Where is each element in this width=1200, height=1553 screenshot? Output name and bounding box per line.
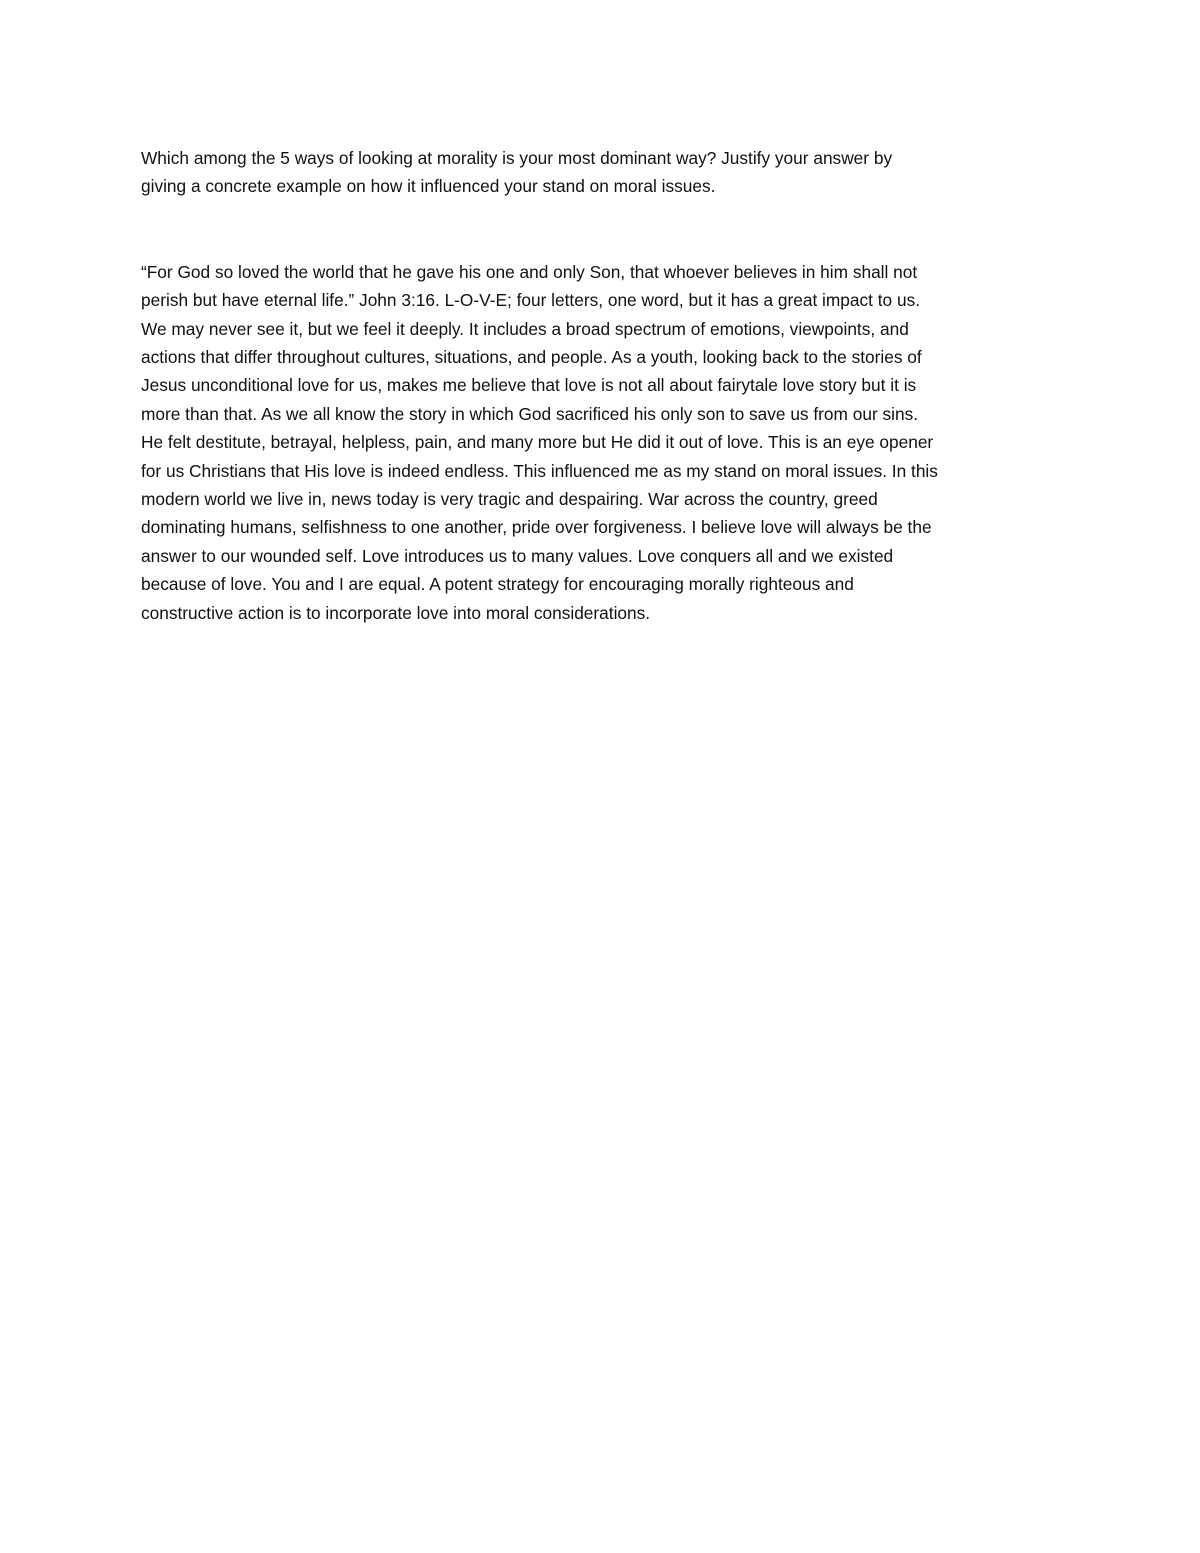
answer-line: perish but have eternal life.” John 3:16. L-O-V-E; four letters, one word, but it has a great impact to us. bbox=[141, 290, 921, 311]
answer-line: because of love. You and I are equal. A potent strategy for encouraging morally righteous and bbox=[141, 574, 854, 595]
question-paragraph bbox=[141, 144, 1061, 201]
answer-line: for us Christians that His love is indeed endless. This influenced me as my stand on moral issues. In this bbox=[141, 460, 938, 481]
answer-paragraph bbox=[141, 258, 1061, 627]
answer-line: modern world we live in, news today is very tragic and despairing. War across the country, greed bbox=[141, 489, 878, 510]
answer-line: more than that. As we all know the story in which God sacrificed his only son to save us from our sins. bbox=[141, 403, 919, 424]
answer-line: “For God so loved the world that he gave his one and only Son, that whoever believes in him shall not bbox=[141, 261, 918, 282]
answer-line: answer to our wounded self. Love introduces us to many values. Love conquers all and we existed bbox=[141, 545, 894, 566]
question-line: giving a concrete example on how it influenced your stand on moral issues. bbox=[141, 176, 716, 197]
answer-line: Jesus unconditional love for us, makes me believe that love is not all about fairytale love story but it is bbox=[141, 375, 917, 396]
answer-line: actions that differ throughout cultures, situations, and people. As a youth, looking back to the stories of bbox=[141, 347, 922, 368]
answer-line: dominating humans, selfishness to one another, pride over forgiveness. I believe love will always be the bbox=[141, 517, 932, 538]
document-body bbox=[141, 144, 1061, 627]
answer-line: constructive action is to incorporate love into moral considerations. bbox=[141, 602, 651, 623]
answer-line: He felt destitute, betrayal, helpless, pain, and many more but He did it out of love. This is an eye opener bbox=[141, 432, 934, 453]
answer-line: We may never see it, but we feel it deeply. It includes a broad spectrum of emotions, viewpoints, and bbox=[141, 318, 909, 339]
question-line: Which among the 5 ways of looking at morality is your most dominant way? Justify your answer by bbox=[141, 148, 893, 168]
